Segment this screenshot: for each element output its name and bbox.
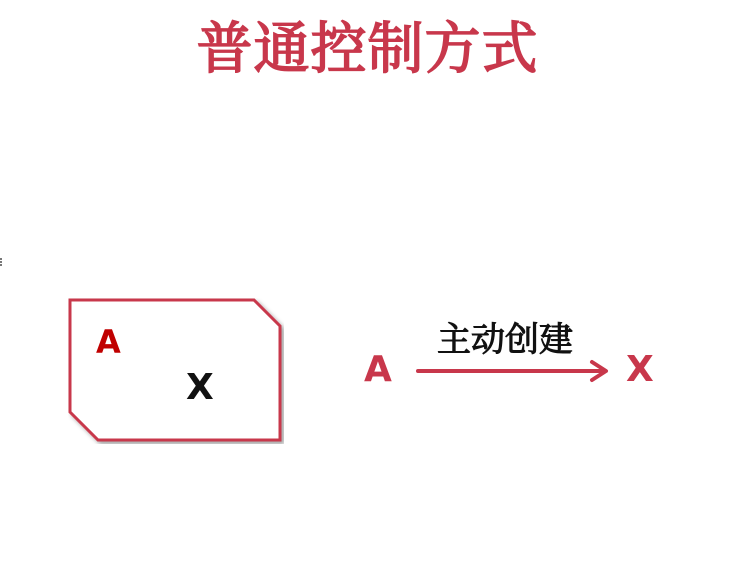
box-label-a: A (96, 323, 121, 361)
source-node-a: A (364, 349, 392, 390)
container-box (68, 298, 284, 444)
arrow-right-icon (416, 358, 612, 384)
container-box-shape (68, 298, 284, 444)
target-node-x: X (626, 349, 654, 390)
box-label-x: X (186, 367, 214, 408)
relation-label: 主动创建 (437, 320, 573, 360)
edge-mark (0, 258, 5, 266)
page-title: 普通控制方式 (196, 17, 539, 82)
